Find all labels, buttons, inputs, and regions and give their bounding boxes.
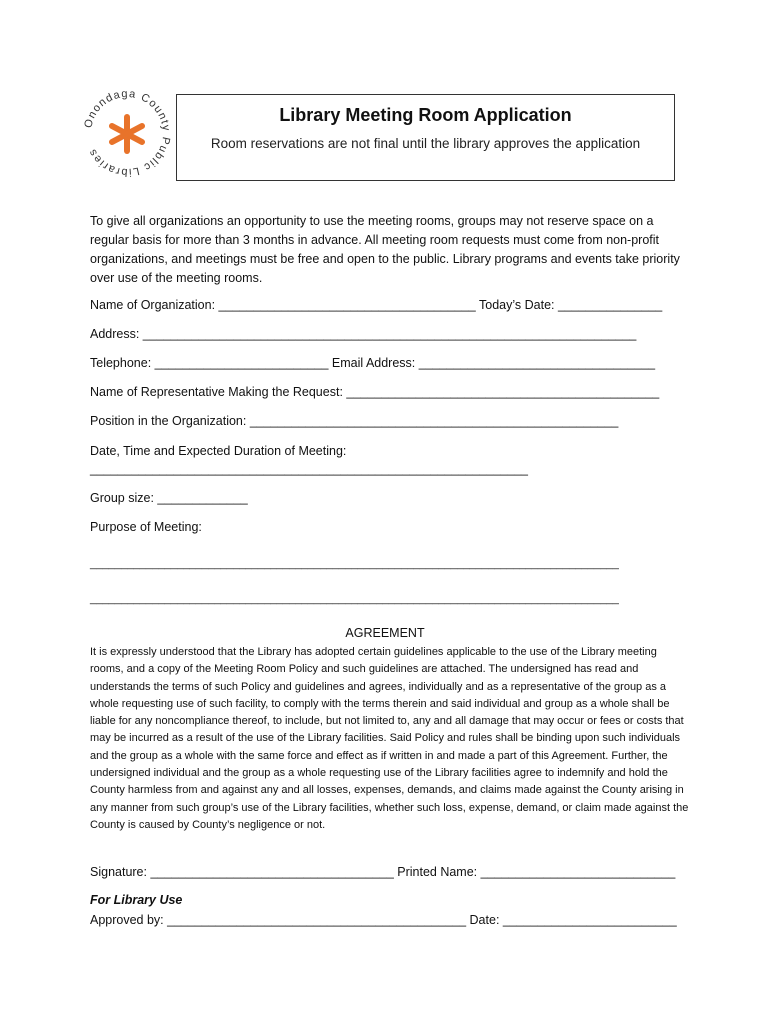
agreement-text: It is expressly understood that the Library has adopted certain guidelines applicable to the use of the Library meeting rooms, and a copy of the Meeting Room Policy and such guidelines are attached. The undersigned has read and understands the terms of such Policy and guidelines and agrees, individually and as a representative of the group as a whole requesting use of such facility, to comply with the terms therein and said individual and group as a whole shall be liable for any noncompliance thereof, to include, but not limited to, any and all damage that may occur or fees or costs that may be incurred as a result of the use of the Library facilities. Said Policy and rules shall be binding upon such individuals and the group as a whole with the same force and effect as if written in and made a part of this Agreement. Further, the undersigned individual and the group as a whole requesting use of the Library facilities agree to indemnify and hold the County harmless from and against any and all losses, expenses, demands, and claims made against the County arising in any manner from such group’s use of the Library facilities, whether such loss, expense, demand, or claim made against the County is caused by County’s negligence or not. <box>90 646 689 831</box>
title-box <box>176 94 675 181</box>
purpose-line-2[interactable]: _____________________________________________________________________________________ <box>90 593 619 605</box>
intro-paragraph: To give all organizations an opportunity to use the meeting rooms, groups may not reserve space on a regular basis for more than 3 months in advance. All meeting room requests must come from non-profit organizations, and meetings must be free and open to the public. Library programs and events take priority over use of the meeting rooms. <box>90 214 680 285</box>
purpose-label: Purpose of Meeting: <box>90 520 202 534</box>
approved-by-field[interactable]: Approved by: ___________________________________________ Date: _________________________ <box>90 913 677 927</box>
signature-field[interactable]: Signature: ___________________________________ Printed Name: ____________________________ <box>90 865 676 879</box>
page-title: Library Meeting Room Application <box>279 105 572 125</box>
organization-date-field[interactable]: Name of Organization: _____________________________________ Today’s Date: _______________ <box>90 298 663 312</box>
group-size-field[interactable]: Group size: _____________ <box>90 491 248 505</box>
library-logo <box>82 88 172 178</box>
position-field[interactable]: Position in the Organization: _____________________________________________________ <box>90 414 619 428</box>
logo-text: Onondaga County Public Libraries <box>82 88 172 178</box>
agreement-title: AGREEMENT <box>345 626 425 640</box>
address-field[interactable]: Address: _______________________________________________________________________ <box>90 327 637 341</box>
datetime-label: Date, Time and Expected Duration of Meeting: <box>90 444 347 458</box>
page-subtitle: Room reservations are not final until the library approves the application <box>210 136 641 151</box>
library-use-heading: For Library Use <box>90 893 183 907</box>
telephone-email-field[interactable]: Telephone: _________________________ Email Address: __________________________________ <box>90 356 656 370</box>
asterisk-icon <box>112 117 142 151</box>
purpose-line-1[interactable]: _____________________________________________________________________________________ <box>90 558 619 570</box>
representative-field[interactable]: Name of Representative Making the Request: _____________________________________________ <box>90 385 660 399</box>
datetime-field[interactable]: _______________________________________________________________ <box>90 462 528 476</box>
